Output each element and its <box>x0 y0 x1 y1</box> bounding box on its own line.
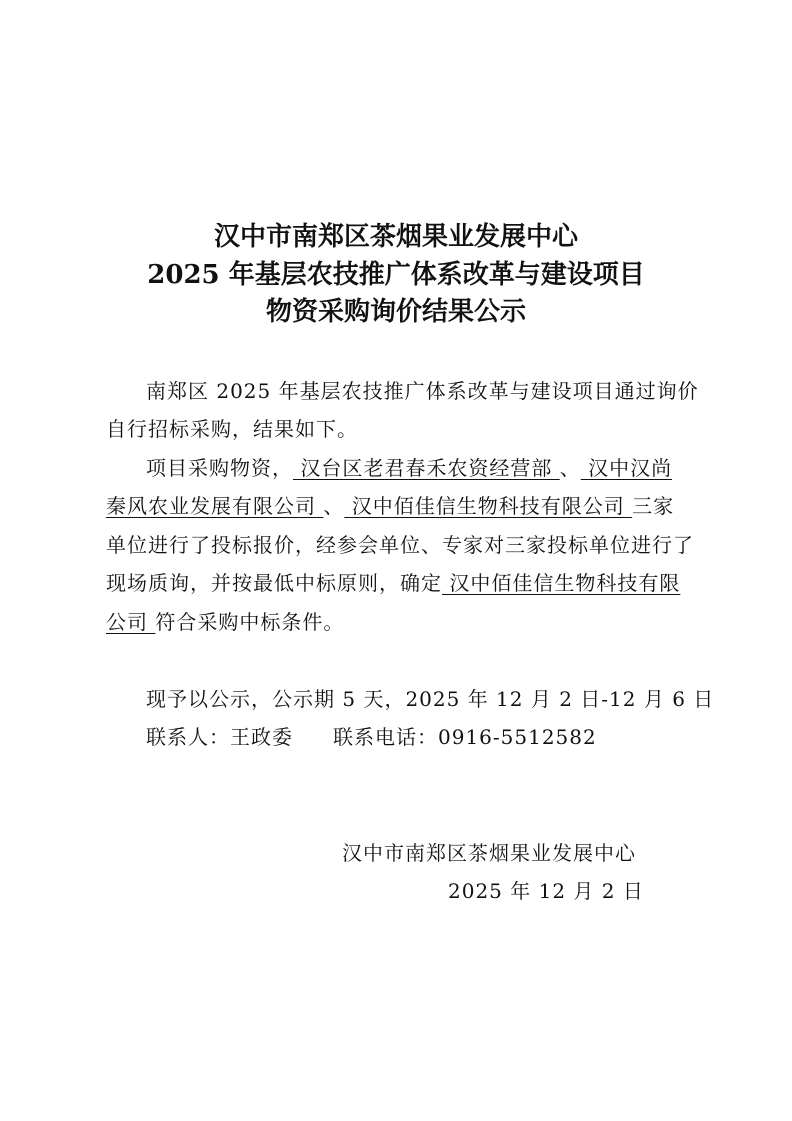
separator: 、 <box>559 456 581 480</box>
title-line-1: 汉中市南郑区茶烟果业发展中心 <box>213 222 578 252</box>
publicity-period: 现予以公示，公示期 5 天，2025 年 12 月 2 日-12 月 6 日 <box>146 687 715 711</box>
contact-person: 联系人：王政委 <box>146 725 293 749</box>
paragraph-2-line-4 <box>106 570 680 596</box>
signature-organization: 汉中市南郑区茶烟果业发展中心 <box>342 841 636 865</box>
separator: 、 <box>323 494 345 518</box>
title-line-3: 物资采购询价结果公示 <box>265 297 526 327</box>
paragraph-2-line-1 <box>146 455 672 481</box>
winner-name-part-2: 公司 <box>106 610 156 634</box>
paragraph-2-line-2 <box>106 493 674 519</box>
paragraph-1-line-1: 南郑区 2025 年基层农技推广体系改革与建设项目通过询价 <box>146 379 699 403</box>
winner-name-part-1: 汉中佰佳信生物科技有限 <box>442 571 681 595</box>
determination-text: 现场质询，并按最低中标原则，确定 <box>106 571 442 595</box>
bidder-2-name-part-2: 秦风农业发展有限公司 <box>106 494 324 518</box>
paragraph-1-line-2: 自行招标采购，结果如下。 <box>106 417 358 441</box>
signature-date: 2025 年 12 月 2 日 <box>448 879 644 903</box>
winner-conclusion: 符合采购中标条件。 <box>155 610 345 634</box>
title-line-2: 2025 年基层农技推广体系改革与建设项目 <box>147 260 645 290</box>
contact-line <box>146 724 597 750</box>
procurement-intro: 项目采购物资， <box>146 456 293 480</box>
bidder-1-name: 汉台区老君春禾农资经营部 <box>293 456 560 480</box>
bidder-3-name: 汉中佰佳信生物科技有限公司 <box>344 494 633 518</box>
paragraph-2-line-3: 单位进行了投标报价，经参会单位、专家对三家投标单位进行了 <box>106 533 694 557</box>
contact-phone: 联系电话：0916-5512582 <box>333 725 597 749</box>
paragraph-2-line-5 <box>106 609 344 635</box>
three-units-text: 三家 <box>632 494 675 518</box>
bidder-2-name-part-1: 汉中汉尚 <box>580 456 673 480</box>
